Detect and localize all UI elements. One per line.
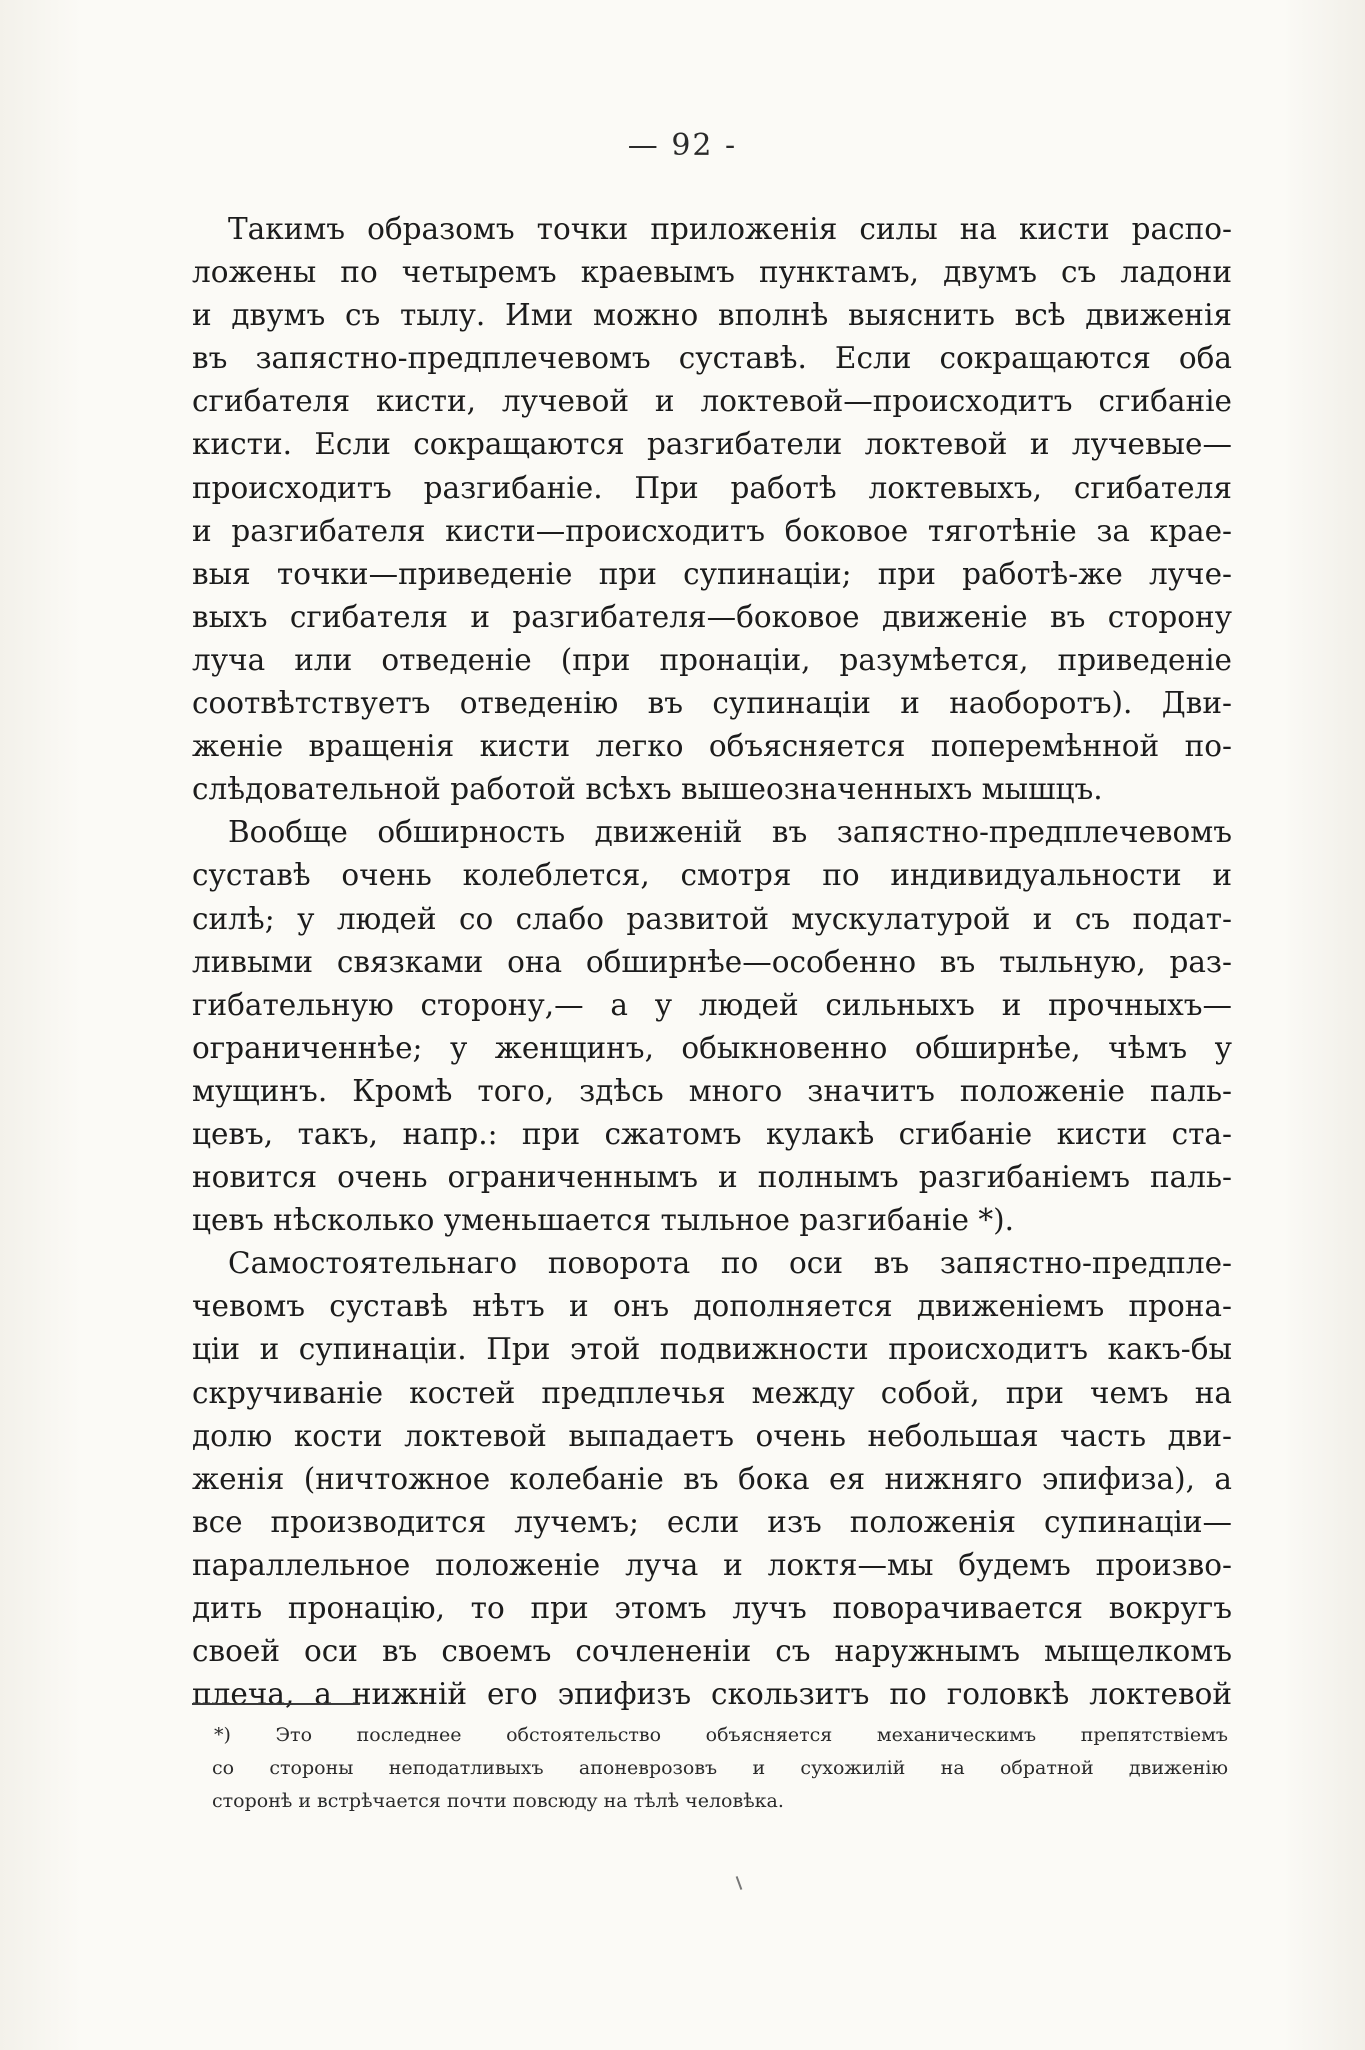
text-line: все производится лучемъ; если изъ положенія супинаціи— [192,1504,1232,1539]
text-line: выхъ сгибателя и разгибателя—боковое движеніе въ сторону [192,599,1232,634]
text-line: долю кости локтевой выпадаетъ очень небольшая часть дви- [192,1418,1232,1453]
text-line: Вообще обширность движеній въ запястно-предплечевомъ [228,815,1232,850]
text-line: происходитъ разгибаніе. При работѣ локтевыхъ, сгибателя [192,470,1232,505]
text-line: мущинъ. Кромѣ того, здѣсь много значитъ положеніе паль- [192,1073,1232,1108]
text-line: женія (ничтожное колебаніе въ бока ея нижняго эпифиза), а [192,1461,1232,1496]
text-line: женіе вращенія кисти легко объясняется поперемѣнной по- [192,729,1232,764]
footnote-line: со стороны неподатливыхъ апоневрозовъ и сухожилій на обратной движенію [212,1757,1228,1779]
text-line: плеча, а нижній его эпифизъ скользитъ по головкѣ локтевой [192,1677,1232,1712]
text-line: луча или отведеніе (при пронаціи, разумѣется, приведеніе [192,642,1232,677]
text-line: и двумъ съ тылу. Ими можно вполнѣ выяснить всѣ движенія [192,298,1232,333]
footnote [212,1719,1228,1818]
text-line: суставѣ очень колеблется, смотря по индивидуальности и [192,858,1232,893]
text-line: ложены по четыремъ краевымъ пунктамъ, двумъ съ ладони [192,255,1232,290]
text-line: соотвѣтствуетъ отведенію въ супинаціи и наоборотъ). Дви- [192,686,1232,721]
text-line: своей оси въ своемъ сочлененіи съ наружнымъ мыщелкомъ [192,1634,1232,1669]
body-text [192,208,1232,1716]
text-line: цевъ, такъ, напр.: при сжатомъ кулакѣ сгибаніе кисти ста- [192,1116,1232,1151]
text-line: параллельное положеніе луча и локтя—мы будемъ произво- [192,1547,1232,1582]
text-line: въ запястно-предплечевомъ суставѣ. Если сокращаются оба [192,341,1232,376]
text-line: сгибателя кисти, лучевой и локтевой—происходитъ сгибаніе [192,384,1232,419]
text-line: выя точки—приведеніе при супинаціи; при работѣ-же луче- [192,556,1232,591]
text-line: чевомъ суставѣ нѣтъ и онъ дополняется движеніемъ прона- [192,1289,1232,1324]
text-line: и разгибателя кисти—происходитъ боковое тяготѣніе за крае- [192,513,1232,548]
text-line: гибательную сторону,— а у людей сильныхъ и прочныхъ— [192,987,1232,1022]
text-line: цевъ нѣсколько уменьшается тыльное разгибаніе *). [192,1203,1014,1238]
text-line: Такимъ образомъ точки приложенія силы на кисти распо- [228,212,1232,246]
footnote-divider [192,1703,360,1705]
print-mark [736,1876,743,1890]
text-line: силѣ; у людей со слабо развитой мускулатурой и съ подат- [192,901,1232,936]
page-number: — 92 - [627,128,738,163]
footnote-line: сторонѣ и встрѣчается почти повсюду на тѣлѣ человѣка. [212,1790,784,1812]
text-line: кисти. Если сокращаются разгибатели локтевой и лучевые— [192,427,1232,462]
text-line: слѣдовательной работой всѣхъ вышеозначенныхъ мышцъ. [192,772,1103,807]
text-line: скручиваніе костей предплечья между собой, при чемъ на [192,1375,1232,1410]
text-line: ограниченнѣе; у женщинъ, обыкновенно обширнѣе, чѣмъ у [192,1030,1232,1065]
text-line: ливыми связками она обширнѣе—особенно въ тыльную, раз- [192,944,1232,979]
text-line: ціи и супинаціи. При этой подвижности происходитъ какъ-бы [192,1332,1232,1367]
footnote-line: *) Это последнее обстоятельство объясняется механическимъ препятствіемъ [214,1724,1228,1746]
text-line: новится очень ограниченнымъ и полнымъ разгибаніемъ паль- [192,1160,1232,1195]
text-line: дить пронацію, то при этомъ лучъ поворачивается вокругъ [192,1591,1232,1625]
text-line: Самостоятельнаго поворота по оси въ запястно-предпле- [228,1246,1232,1281]
